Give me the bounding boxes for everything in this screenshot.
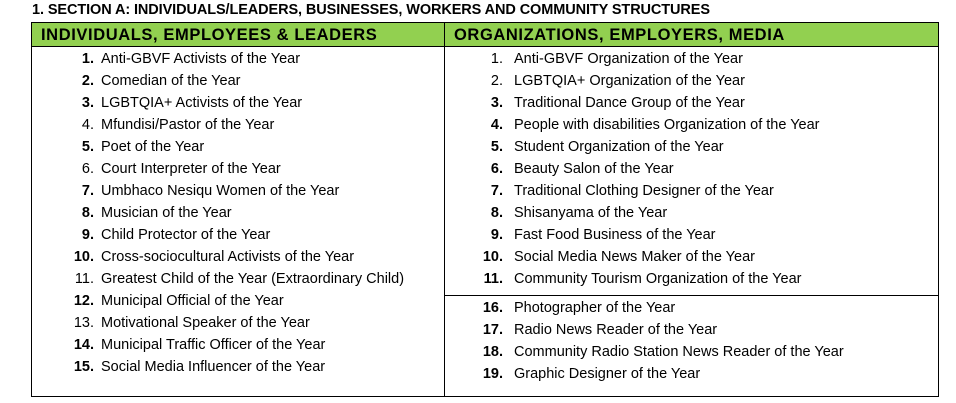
item-number: 12. — [73, 293, 94, 309]
item-number: 7. — [81, 183, 94, 199]
item-label: Fast Food Business of the Year — [514, 227, 716, 243]
item-label: Beauty Salon of the Year — [514, 161, 674, 177]
section-title: 1. SECTION A: INDIVIDUALS/LEADERS, BUSINESSES, WORKERS AND COMMUNITY STRUCTURES — [32, 2, 710, 18]
item-label: Graphic Designer of the Year — [514, 366, 701, 382]
item-label: Comedian of the Year — [101, 73, 241, 89]
item-number: 9. — [81, 227, 94, 243]
item-label: People with disabilities Organization of the Year — [514, 117, 820, 133]
right-column-header: ORGANIZATIONS, EMPLOYERS, MEDIA — [445, 23, 938, 47]
item-label: Cross-sociocultural Activists of the Year — [101, 249, 355, 265]
item-label: Greatest Child of the Year (Extraordinary Child) — [101, 271, 405, 287]
item-number: 6. — [81, 161, 94, 177]
item-number: 19. — [482, 366, 503, 382]
item-label: Photographer of the Year — [514, 300, 676, 316]
item-number: 8. — [490, 205, 503, 221]
item-number: 4. — [490, 117, 503, 133]
item-number: 2. — [490, 73, 503, 89]
item-number: 2. — [81, 73, 94, 89]
item-number: 7. — [490, 183, 503, 199]
item-label: Student Organization of the Year — [514, 139, 724, 155]
item-label: Social Media News Maker of the Year — [514, 249, 755, 265]
item-label: Radio News Reader of the Year — [514, 322, 718, 338]
item-number: 8. — [81, 205, 94, 221]
item-number: 1. — [490, 51, 503, 67]
item-label: Anti-GBVF Organization of the Year — [514, 51, 743, 67]
item-label: LGBTQIA+ Organization of the Year — [514, 73, 745, 89]
item-label: Umbhaco Nesiqu Women of the Year — [101, 183, 340, 199]
item-label: Shisanyama of the Year — [514, 205, 668, 221]
item-number: 18. — [482, 344, 503, 360]
right-column-row-divider — [445, 295, 938, 296]
item-label: Mfundisi/Pastor of the Year — [101, 117, 275, 133]
item-label: Municipal Official of the Year — [101, 293, 284, 309]
item-label: Child Protector of the Year — [101, 227, 271, 243]
item-number: 10. — [73, 249, 94, 265]
item-label: Motivational Speaker of the Year — [101, 315, 310, 331]
item-number: 15. — [73, 359, 94, 375]
item-label: Musician of the Year — [101, 205, 232, 221]
item-number: 5. — [81, 139, 94, 155]
item-number: 11. — [483, 271, 503, 287]
item-label: Traditional Dance Group of the Year — [514, 95, 745, 111]
item-number: 3. — [81, 95, 94, 111]
item-number: 4. — [81, 117, 94, 133]
column-divider — [444, 23, 445, 396]
categories-table — [31, 22, 939, 397]
item-number: 3. — [490, 95, 503, 111]
item-number: 11. — [74, 271, 94, 287]
item-label: LGBTQIA+ Activists of the Year — [101, 95, 303, 111]
item-label: Poet of the Year — [101, 139, 205, 155]
left-column-header: INDIVIDUALS, EMPLOYEES & LEADERS — [32, 23, 444, 47]
item-number: 10. — [482, 249, 503, 265]
item-number: 16. — [482, 300, 503, 316]
item-label: Community Tourism Organization of the Year — [514, 271, 802, 287]
item-number: 13. — [73, 315, 94, 331]
item-label: Social Media Influencer of the Year — [101, 359, 326, 375]
item-label: Municipal Traffic Officer of the Year — [101, 337, 326, 353]
item-label: Traditional Clothing Designer of the Year — [514, 183, 774, 199]
item-number: 9. — [490, 227, 503, 243]
item-number: 1. — [81, 51, 94, 67]
item-label: Anti-GBVF Activists of the Year — [101, 51, 301, 67]
item-label: Court Interpreter of the Year — [101, 161, 281, 177]
item-number: 14. — [73, 337, 94, 353]
item-number: 5. — [490, 139, 503, 155]
item-label: Community Radio Station News Reader of the Year — [514, 344, 844, 360]
item-number: 17. — [482, 322, 503, 338]
item-number: 6. — [490, 161, 503, 177]
